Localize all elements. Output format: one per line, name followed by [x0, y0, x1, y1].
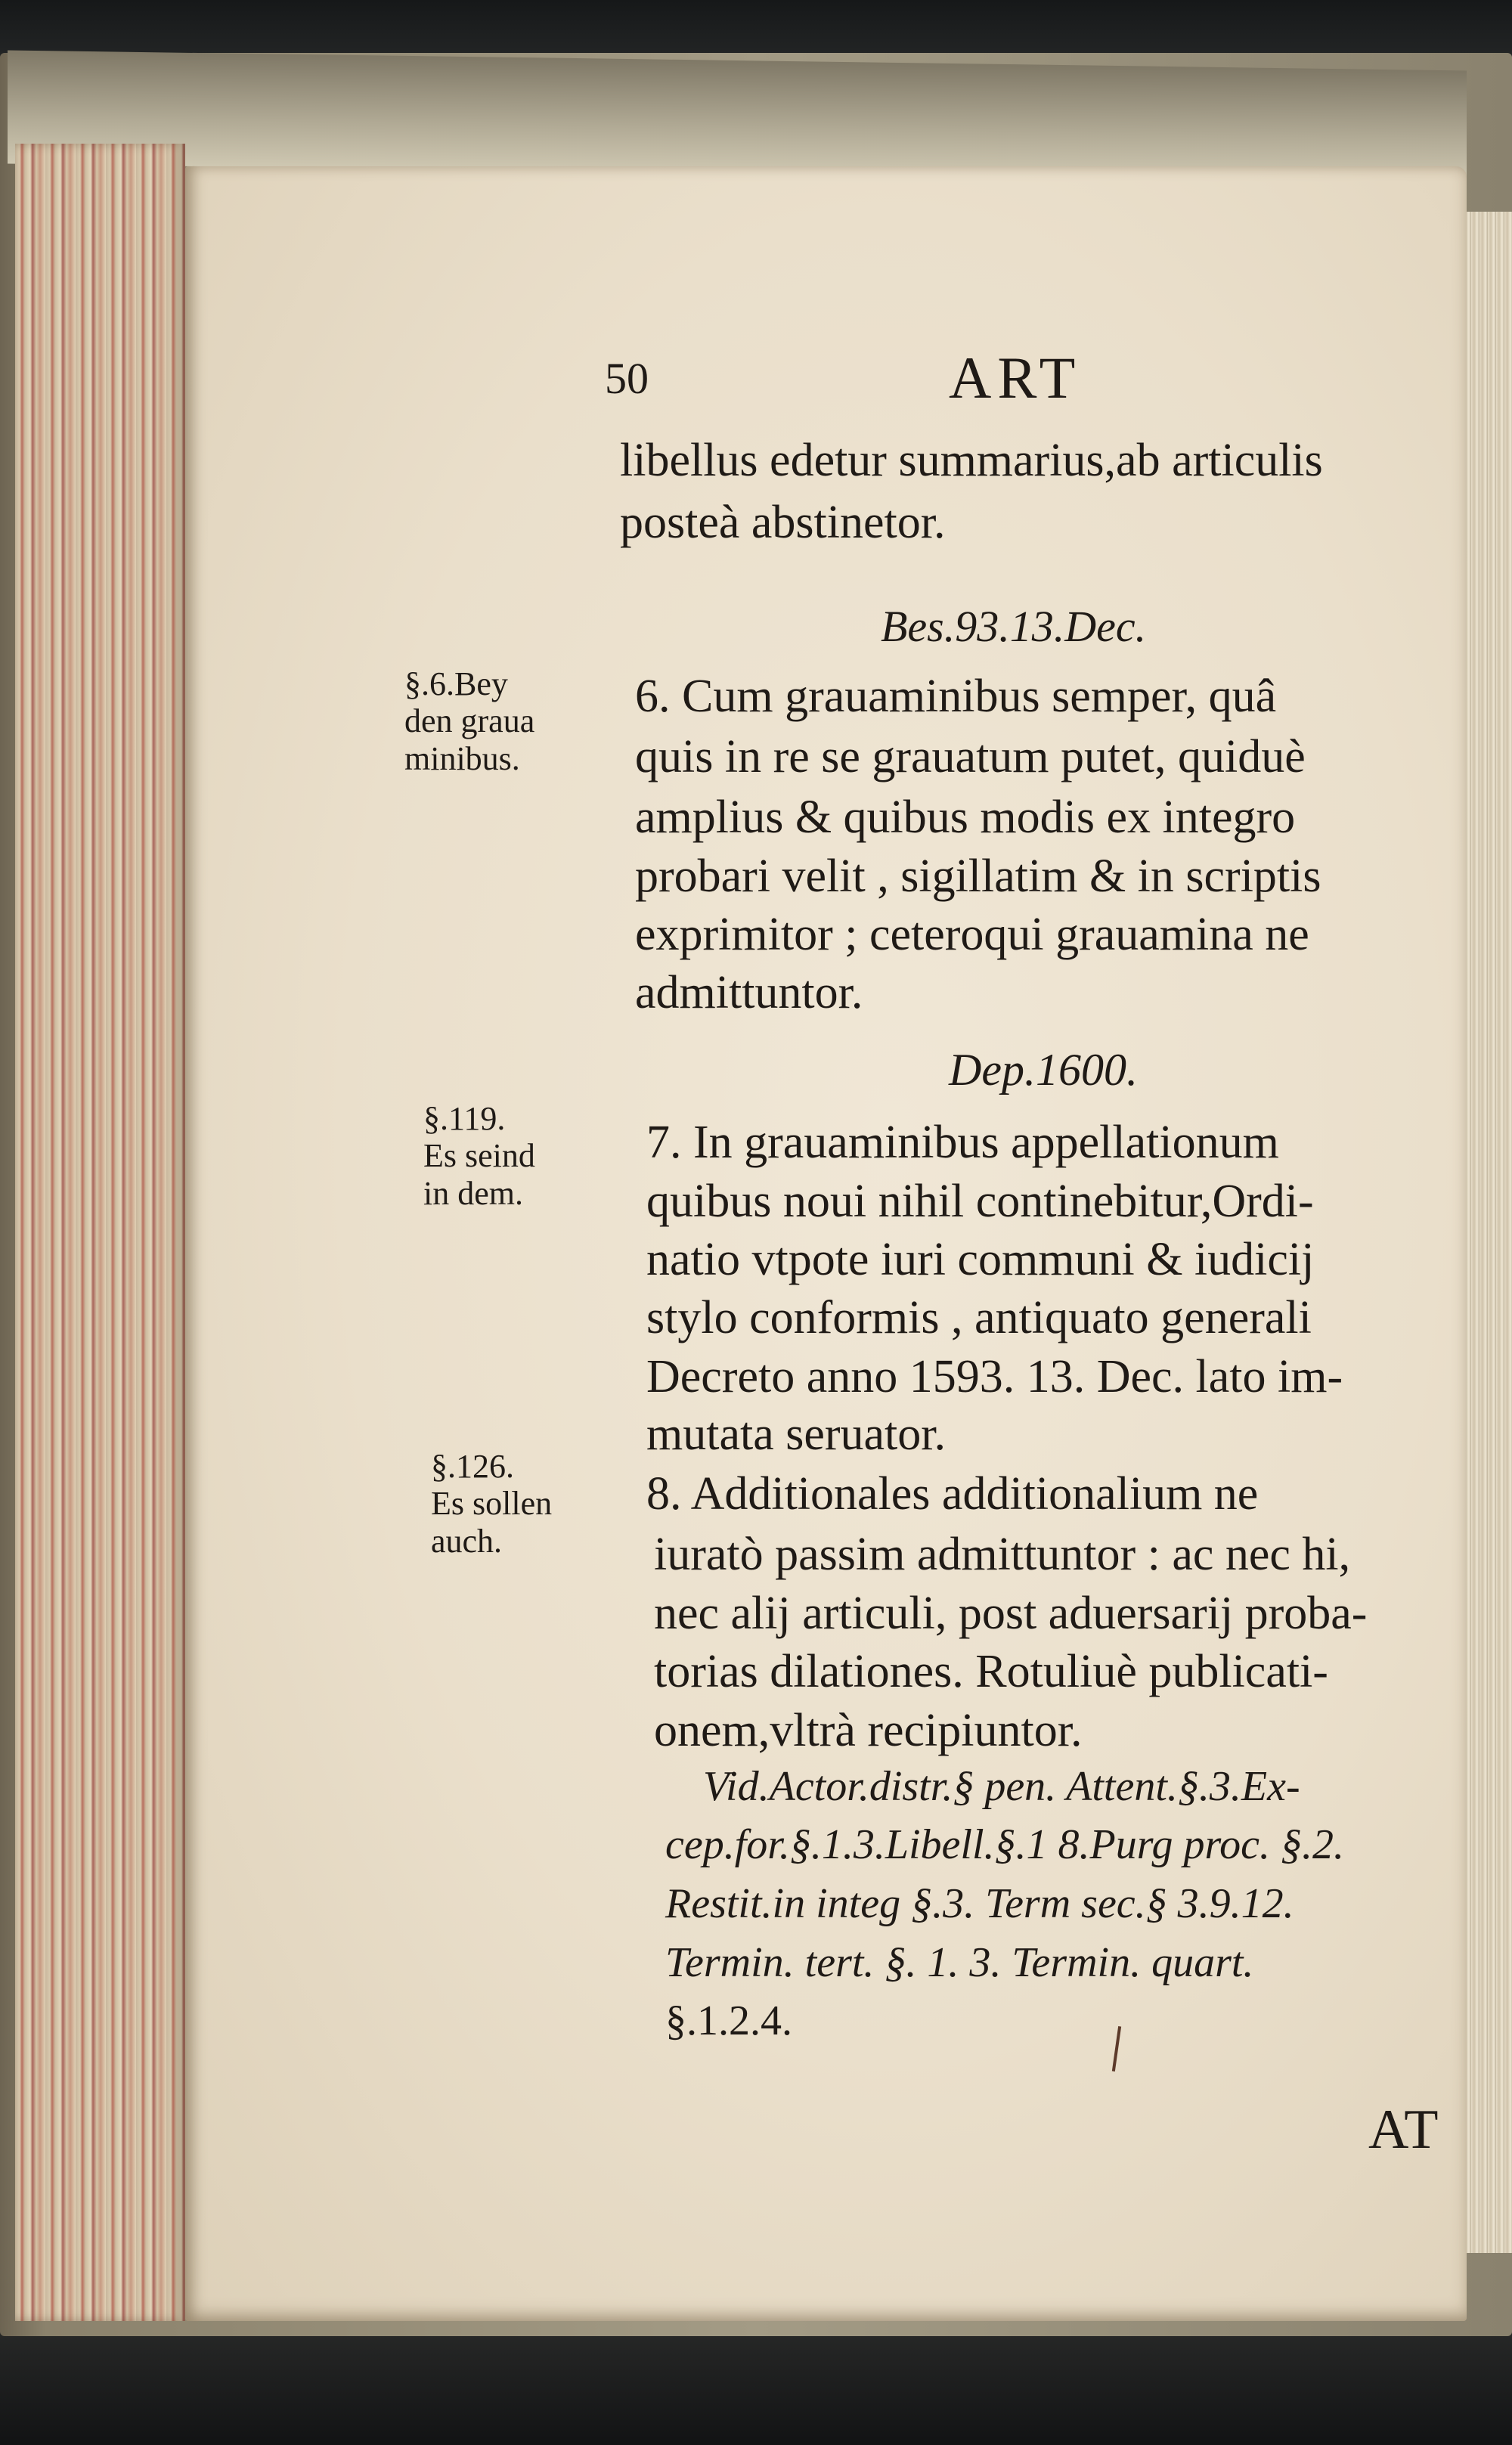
- text-line: posteà abstinetor.: [620, 497, 946, 548]
- text-line: mutata seruator.: [646, 1408, 946, 1460]
- margin-note: [404, 665, 534, 777]
- margin-note-line: §.126.: [431, 1448, 514, 1485]
- text-line: quis in re se grauatum putet, quiduè: [635, 731, 1306, 782]
- text-line: cep.for.§.1.3.Libell.§.1 8.Purg proc. §.2.: [665, 1821, 1345, 1868]
- text-line: iuratò passim admittuntor : ac nec hi,: [654, 1529, 1351, 1580]
- book-top-edge: [8, 51, 1467, 184]
- text-line: Vid.Actor.distr.§ pen. Attent.§.3.Ex-: [703, 1763, 1300, 1810]
- text-line: 7. In grauaminibus appellationum: [646, 1117, 1279, 1168]
- text-line: exprimitor ; ceteroqui grauamina ne: [635, 909, 1309, 960]
- running-title: ART: [949, 345, 1082, 411]
- margin-note-line: §.6.Bey: [404, 665, 508, 702]
- text-line: quibus noui nihil continebitur,Ordi-: [646, 1176, 1314, 1227]
- text-line: natio vtpote iuri communi & iudicij: [646, 1234, 1315, 1285]
- text-line: onem,vltrà recipiuntor.: [654, 1705, 1083, 1756]
- margin-note-line: in dem.: [423, 1174, 523, 1212]
- margin-note-line: Es sollen: [431, 1485, 553, 1523]
- margin-note-line: den graua: [404, 702, 535, 740]
- text-line: 6. Cum grauaminibus semper, quâ: [635, 671, 1277, 722]
- catchword: AT: [1368, 2099, 1440, 2161]
- page-number: 50: [605, 354, 649, 403]
- margin-note-line: auch.: [431, 1522, 503, 1560]
- text-line: nec alij articuli, post aduersarij proba-: [654, 1588, 1368, 1639]
- text-line: torias dilationes. Rotuliuè publicati-: [654, 1646, 1328, 1697]
- text-line: §.1.2.4.: [665, 1997, 792, 2044]
- margin-note: [431, 1448, 552, 1560]
- text-line: admittuntor.: [635, 967, 863, 1018]
- text-line: Decreto anno 1593. 13. Dec. lato im-: [646, 1351, 1343, 1402]
- text-line: Termin. tert. §. 1. 3. Termin. quart.: [665, 1939, 1254, 1986]
- text-line: libellus edetur summarius,ab articulis: [620, 435, 1323, 486]
- text-line: stylo conformis , antiquato generali: [646, 1292, 1312, 1343]
- page-block-edges: [15, 144, 185, 2321]
- text-line: Restit.in integ §.3. Term sec.§ 3.9.12.: [665, 1880, 1294, 1927]
- text-line: 8. Additionales additionalium ne: [646, 1468, 1259, 1520]
- margin-note-line: minibus.: [404, 739, 520, 777]
- margin-note: [423, 1100, 535, 1212]
- fore-edge: [1463, 212, 1512, 2253]
- margin-note-line: §.119.: [423, 1100, 506, 1137]
- text-line: amplius & quibus modis ex integro: [635, 792, 1296, 843]
- margin-note-line: Es seind: [423, 1137, 535, 1175]
- text-line: Bes.93.13.Dec.: [881, 602, 1147, 651]
- text-line: Dep.1600.: [949, 1045, 1138, 1095]
- text-line: probari velit , sigillatim & in scriptis: [635, 851, 1321, 902]
